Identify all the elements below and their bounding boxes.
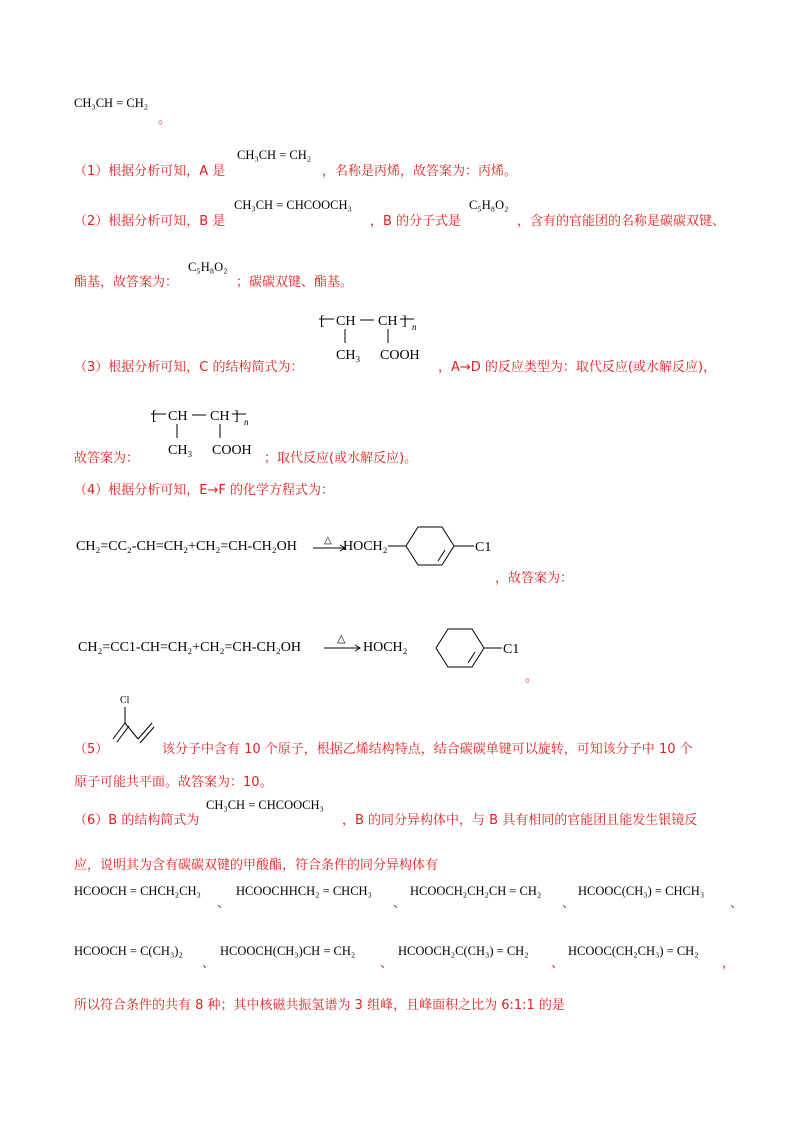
- isomer-sep: 、: [562, 896, 576, 911]
- isomer-1: HCOOCH = CHCH₂CH₃: [74, 884, 201, 898]
- eq2-product-prefix: HOCH₂: [363, 640, 408, 655]
- p2-mid: ，B 的分子式是: [370, 214, 462, 229]
- eq1-reactants: CH₂=CC₂-CH=CH₂+CH₂=CH-CH₂OH: [76, 539, 297, 554]
- eq2-arrow: [323, 631, 363, 653]
- p2-line2-suffix: ；碳碳双键、酯基。: [236, 275, 354, 290]
- eq1-product-prefix: HOCH₂: [343, 539, 388, 554]
- p1-suffix: ，名称是丙烯，故答案为：丙烯。: [322, 164, 518, 179]
- eq2-reactants: CH₂=CC1-CH=CH₂+CH₂=CH-CH₂OH: [78, 640, 302, 655]
- heat-condition: △: [337, 633, 346, 645]
- p3-line2-suffix: ；取代反应(或水解反应)。: [264, 451, 418, 466]
- p3-line2-prefix: 故答案为：: [74, 451, 140, 466]
- top-formula: CH₃CH = CH₂: [74, 96, 149, 110]
- isomer-7: HCOOCH₂C(CH₃) = CH₂: [398, 944, 529, 958]
- ch-right: CH: [378, 314, 398, 329]
- isomer-sep: 、: [202, 956, 216, 971]
- isomer-3: HCOOCH₂CH₂CH = CH₂: [410, 884, 542, 898]
- isomer-sep: 、: [730, 896, 744, 911]
- ch-left: CH: [168, 409, 188, 424]
- p6-suffix: ，B 的同分异构体中，与 B 具有相同的官能团且能发生银镜反: [342, 813, 698, 828]
- p1-formula: CH₃CH = CH₂: [237, 148, 312, 162]
- isomer-sep: 、: [217, 896, 231, 911]
- p3-suffix: ，A→D 的反应类型为：取代反应(或水解反应)，: [438, 360, 717, 375]
- p2-formula: CH₃CH = CHCOOCH₃: [234, 198, 352, 212]
- bracket-right: ]: [234, 409, 239, 424]
- heat-condition: △: [324, 535, 332, 546]
- eq1-cyclohexene-ring: [388, 524, 498, 570]
- bracket-left: [: [152, 409, 157, 424]
- repeat-n: n: [412, 322, 417, 332]
- chloroprene-structure: [108, 691, 162, 749]
- isomer-sep: 、: [551, 956, 565, 971]
- isomer-4: HCOOC(CH₃) = CHCH₃: [578, 884, 705, 898]
- p2-line2-molecular-formula: C₅H₈O₂: [188, 260, 228, 274]
- p2-line2-prefix: 酯基，故答案为：: [74, 275, 179, 290]
- p4-text: （4）根据分析可知，E→F 的化学方程式为：: [74, 483, 334, 498]
- isomer-2: HCOOCHHCH₂ = CHCH₃: [236, 884, 372, 898]
- p6-prefix: （6）B 的结构简式为: [74, 813, 200, 828]
- p5-line1: 该分子中含有 10 个原子，根据乙烯结构特点，结合碳碳单键可以旋转，可知该分子中 10 个: [162, 742, 693, 757]
- carboxyl-group: COOH: [212, 443, 252, 458]
- polymer-structure-2: [150, 400, 270, 460]
- chlorine-label: C1: [475, 540, 492, 555]
- p6-conclusion: 所以符合条件的共有 8 种；其中核磁共振氢谱为 3 组峰，且峰面积之比为 6:1:1 的是: [74, 998, 565, 1013]
- isomer-6: HCOOCH(CH₃)CH = CH₂: [220, 944, 356, 958]
- p6-formula: CH₃CH = CHCOOCH₃: [206, 798, 324, 812]
- ch-left: CH: [336, 314, 356, 329]
- isomer-sep: 、: [393, 896, 407, 911]
- isomer-end: ，: [722, 956, 736, 971]
- repeat-n: n: [244, 417, 249, 427]
- p2-molecular-formula: C₅H₈O₂: [469, 198, 509, 212]
- p2-prefix: （2）根据分析可知，B 是: [74, 214, 226, 229]
- top-period: 。: [158, 112, 172, 127]
- chlorine-label: Cl: [120, 695, 130, 706]
- p5-label: （5）: [74, 742, 109, 757]
- p6-line2: 应，说明其为含有碳碳双键的甲酸酯，符合条件的同分异构体有: [74, 858, 439, 873]
- polymer-structure-1: [318, 305, 438, 365]
- p1-prefix: （1）根据分析可知，A 是: [74, 164, 226, 179]
- chlorine-label: C1: [503, 642, 520, 657]
- p2-suffix: ，含有的官能团的名称是碳碳双键、: [517, 214, 726, 229]
- ch-right: CH: [210, 409, 230, 424]
- isomer-8: HCOOC(CH₂CH₃) = CH₂: [568, 944, 699, 958]
- methyl-group: CH₃: [336, 348, 361, 363]
- eq2-cyclohexene-ring: [428, 626, 538, 672]
- isomer-sep: 、: [380, 956, 394, 971]
- bracket-right: ]: [402, 314, 407, 329]
- p3-prefix: （3）根据分析可知，C 的结构简式为：: [74, 360, 304, 375]
- p5-line2: 原子可能共平面。故答案为：10。: [74, 775, 273, 790]
- isomer-5: HCOOCH = C(CH₃)₂: [74, 944, 183, 958]
- methyl-group: CH₃: [168, 443, 193, 458]
- eq2-tail: 。: [525, 670, 539, 685]
- carboxyl-group: COOH: [380, 348, 420, 363]
- eq1-tail: ，故答案为：: [495, 571, 574, 586]
- bracket-left: [: [320, 314, 325, 329]
